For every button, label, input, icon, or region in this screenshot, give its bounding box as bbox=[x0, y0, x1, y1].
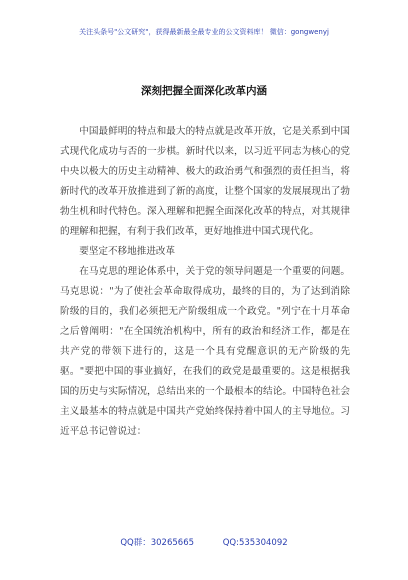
paragraph-body: 在马克思的理论体系中，关于党的领导问题是一个重要的问题。马克思说："为了使社会革命取得成功，最终的目的，为了达到消除阶级的目的，我们必须把无产阶级组成一个政党。"列宁在十月革命之后曾阐明："在全国统治机构中，所有的政治和经济工作，都是在共产党的带领下进行的，这是一个具有党醒意识的无产阶级的先驱。"要把中国的事业搞好，在我们的政党是最重要的。这是根据我国的历史与实际情况，总结出来的一个最根本的结论。中国特色社会主义最基本的特点就是中国共产党始终保持着中国人的主导地位。习近平总书记曾说过： bbox=[60, 266, 350, 437]
section-heading: 要坚定不移地推进改革 bbox=[79, 246, 176, 257]
document-body bbox=[60, 122, 350, 442]
qq-group-number: QQ群：30265665 bbox=[120, 538, 195, 548]
qq-number: QQ:535304092 bbox=[222, 538, 288, 548]
paragraph-intro: 中国最鲜明的特点和最大的特点就是改革开放，它是关系到中国式现代化成功与否的一步棋。新时代以来，以习近平同志为核心的党中央以极大的历史主动精神、极大的政治勇气和强烈的责任担当，将新时代的改革开放推进到了新的高度，让整个国家的发展展现出了勃勃生机和时代特色。深入理解和把握全面深化改革的特点，对其规律的理解和把握，有利于我们改革，更好地推进中国式现代化。 bbox=[60, 126, 350, 237]
page-header-notice: 关注头条号"公文研究"，获得最新最全最专业的公文资料库！ 微信：gongwenyj bbox=[79, 28, 329, 36]
document-title: 深刻把握全面深化改革内涵 bbox=[141, 85, 267, 97]
page-footer bbox=[0, 536, 408, 548]
